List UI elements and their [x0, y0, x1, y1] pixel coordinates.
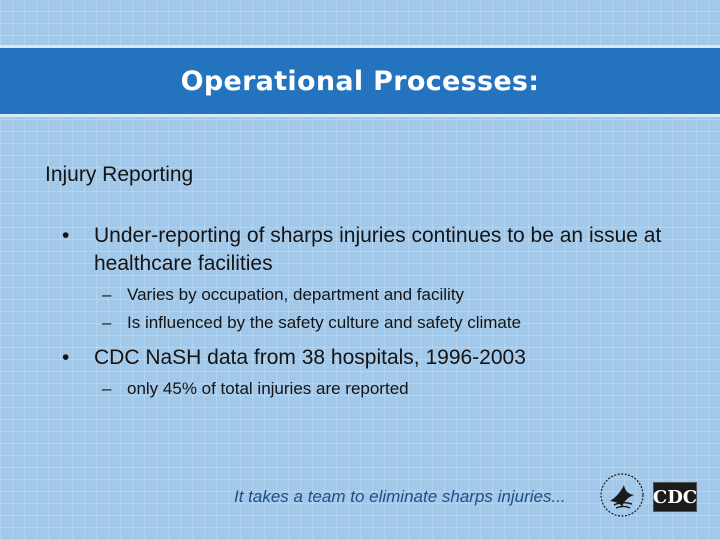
sub-bullet-item — [62, 378, 662, 400]
sub-bullet-text: Is influenced by the safety culture and safety climate — [127, 313, 522, 332]
bullet-mark: • — [62, 224, 70, 247]
sub-bullet-text: Varies by occupation, department and facility — [127, 285, 465, 304]
bullet-list — [62, 222, 662, 400]
hhs-eagle-icon — [598, 471, 646, 519]
title-bar — [0, 45, 720, 117]
bullet-text: CDC NaSH data from 38 hospitals, 1996-2003 — [94, 346, 526, 369]
sub-bullet-text: only 45% of total injuries are reported — [127, 379, 409, 398]
sub-bullet-mark: – — [102, 313, 112, 332]
sub-bullet-mark: – — [102, 379, 112, 398]
bullet-item — [62, 344, 662, 372]
sub-bullet-item — [62, 284, 662, 306]
subheading: Injury Reporting — [45, 163, 194, 186]
bullet-text: Under-reporting of sharps injuries continues to be an issue at healthcare facilities — [94, 224, 662, 275]
cdc-logo: CDC — [653, 482, 697, 512]
bullet-item — [62, 222, 662, 278]
slide-title: Operational Processes: — [180, 65, 540, 97]
sub-bullet-mark: – — [102, 285, 112, 304]
footer-tagline: It takes a team to eliminate sharps injuries... — [234, 487, 566, 506]
sub-bullet-item — [62, 312, 662, 334]
bullet-mark: • — [62, 346, 70, 369]
